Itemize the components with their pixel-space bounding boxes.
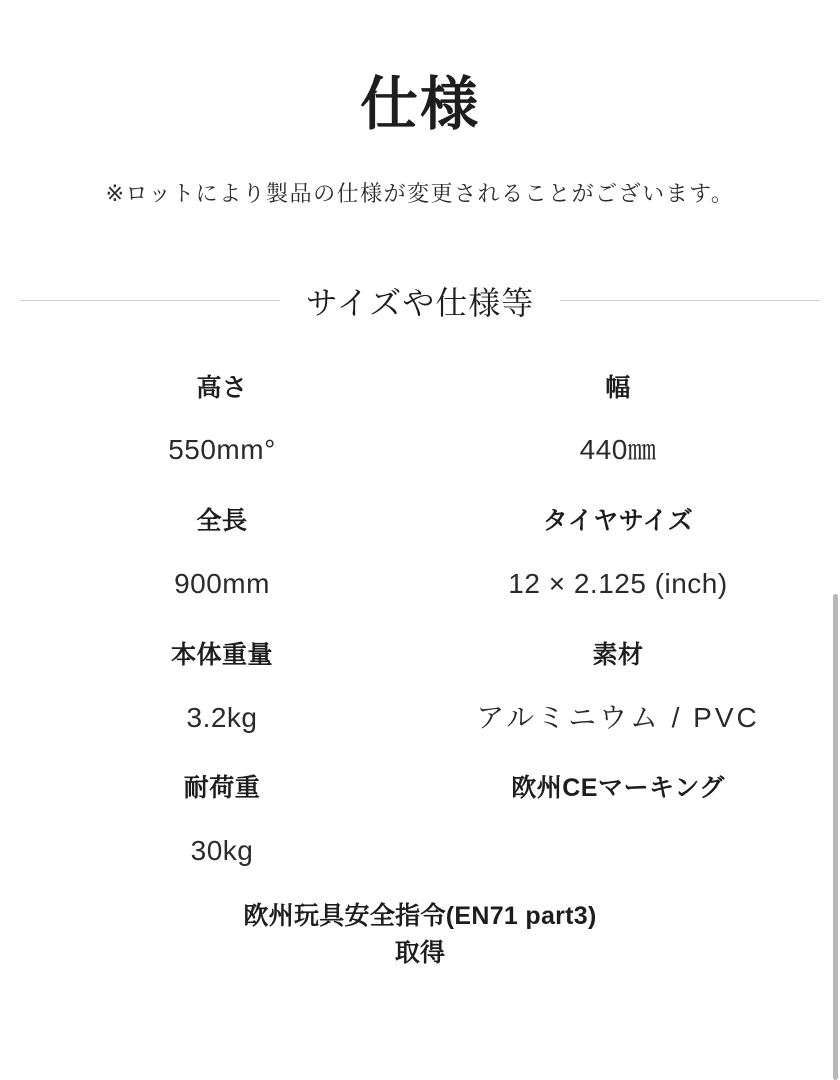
spec-label: 耐荷重 [183,774,261,803]
divider-left [20,300,280,301]
spec-item [24,625,420,759]
spec-item-certification [24,892,816,973]
spec-value: 30kg [190,835,254,867]
scrollbar[interactable] [833,0,838,1080]
spec-value: 12 × 2.125 (inch) [508,567,728,599]
spec-item [420,625,816,759]
spec-value: 550mm° [168,434,276,466]
spec-table [0,358,840,973]
spec-label: 幅 [605,373,631,402]
spec-value: 900mm [174,567,270,599]
spec-label: 高さ [196,373,248,402]
spec-label: 欧州CEマーキング [511,774,725,803]
spec-label-line2: 取得 [394,939,446,968]
spec-value: 440㎜ [579,434,657,466]
scrollbar-thumb[interactable] [833,594,838,1080]
spec-value: 3.2kg [186,701,258,733]
spec-label: 全長 [196,507,248,536]
section-heading [20,278,820,324]
spec-note: ※ロットにより製品の仕様が変更されることがございます。 [105,180,735,206]
spec-item [24,491,420,625]
page-title: 仕様 [359,72,480,137]
spec-item [420,358,816,492]
divider-right [560,300,820,301]
spec-item [420,491,816,625]
section-heading-label: サイズや仕様等 [305,284,535,321]
spec-item [24,358,420,492]
spec-label: 本体重量 [170,640,273,669]
spec-value: アルミニウム / PVC [476,701,760,733]
spec-item [420,758,816,892]
spec-label-line1: 欧州玩具安全指令(EN71 part3) [243,901,597,930]
spec-item [24,758,420,892]
spec-label: 素材 [592,640,644,669]
spec-label: タイヤサイズ [542,507,694,536]
